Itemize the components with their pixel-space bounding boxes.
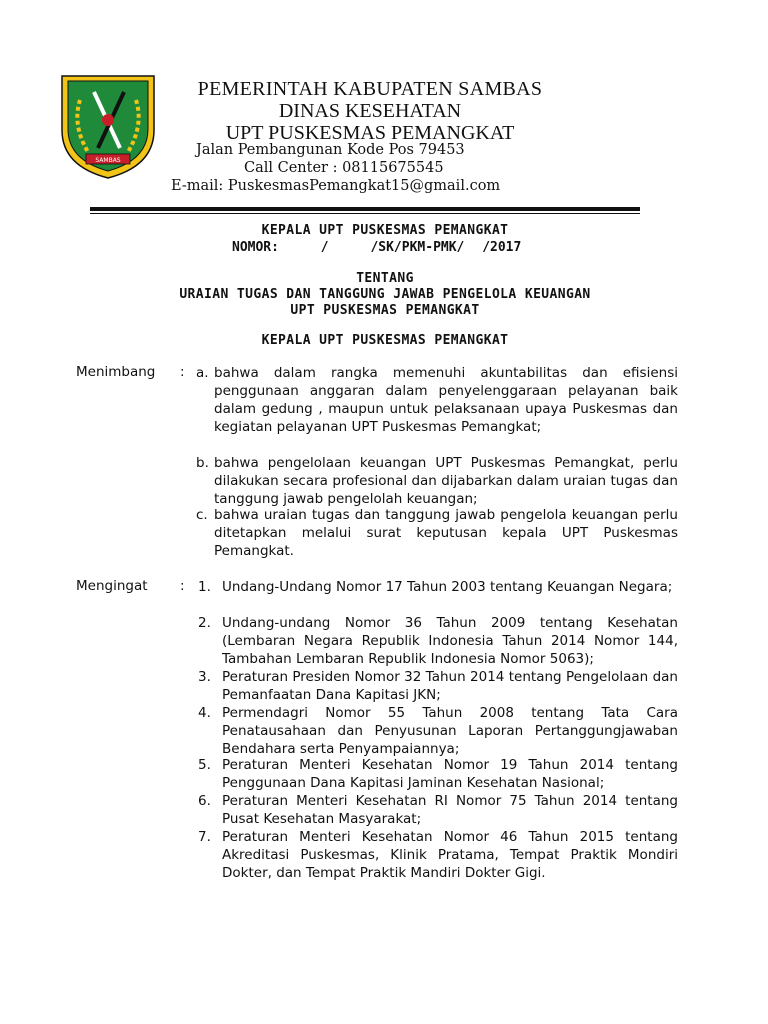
list-item-text: bahwa dalam rangka memenuhi akuntabilitas dan efisiensi penggunaan anggaran dalam penyelenggaraan pelayanan baik dalam gedung , maupun untuk pelaksanaan upaya Puskesmas dan kegiatan pelayanan UPT Puskesmas Pemangkat; [214,365,678,435]
list-item-text: Undang-undang Nomor 36 Tahun 2009 tentang Kesehatan (Lembaran Negara Republik Indonesia Tahun 2014 Nomor 144, Tambahan Lembaran Republik Indonesia Nomor 5063); [222,615,678,667]
decree-tentang: TENTANG [356,271,414,286]
letterhead [160,78,580,144]
list-item-text: Peraturan Menteri Kesehatan Nomor 46 Tahun 2015 tentang Akreditasi Puskesmas, Klinik Pratama, Tempat Praktik Mondiri Dokter, dan Tempat Praktik Mandiri Dokter Gigi. [222,829,678,881]
list-marker: b. [196,455,209,471]
decree-number [232,240,521,255]
agency-title: DINAS KESEHATAN [278,100,462,122]
list-item-text: Undang-Undang Nomor 17 Tahun 2003 tentang Keuangan Negara; [222,579,673,595]
decree-subject-line2: UPT PUSKESMAS PEMANGKAT [290,303,480,318]
decree-issuer: KEPALA UPT PUSKESMAS PEMANGKAT [261,223,509,238]
list-marker: 4. [198,705,211,721]
decree-number-code: /SK/PKM-PMK/ [370,240,465,255]
list-marker: 1. [198,579,211,595]
government-title: PEMERINTAH KABUPATEN SAMBAS [197,78,543,100]
sambas-regency-logo [58,70,158,182]
list-item-text: Peraturan Menteri Kesehatan Nomor 19 Tahun 2014 tentang Penggunaan Dana Kapitasi Jaminan Kesehatan Nasional; [222,757,678,791]
email-line: E-mail: PuskesmasPemangkat15@gmail.com [171,178,501,194]
list-marker: 5. [198,757,211,773]
list-item-text: Peraturan Menteri Kesehatan RI Nomor 75 Tahun 2014 tentang Pusat Kesehatan Masyarakat; [222,793,678,827]
mengingat-label: Mengingat [76,578,148,594]
list-marker: 3. [198,669,211,685]
list-marker: 7. [198,829,211,845]
decree-issuer-repeat: KEPALA UPT PUSKESMAS PEMANGKAT [261,333,509,348]
letterhead-divider-thin [90,213,640,214]
list-marker: c. [196,507,208,523]
list-marker: 6. [198,793,211,809]
menimbang-label: Menimbang [76,364,156,380]
unit-title: UPT PUSKESMAS PEMANGKAT [225,122,515,144]
decree-subject-line1: URAIAN TUGAS DAN TANGGUNG JAWAB PENGELOLA KEUANGAN [179,287,591,302]
list-item-text: bahwa pengelolaan keuangan UPT Puskesmas Pemangkat, perlu dilakukan secara profesional dan dijabarkan dalam uraian tugas dan tanggung jawab pengelolah keuangan; [214,455,678,507]
logo-ribbon-text: SAMBAS [95,157,121,164]
list-item-text: bahwa uraian tugas dan tanggung jawab pengelola keuangan perlu ditetapkan melalui surat keputusan kepala UPT Puskesmas Pemangkat. [214,507,678,559]
letterhead-divider-thick [90,207,640,211]
decree-number-year: /2017 [482,240,522,255]
list-item-text: Permendagri Nomor 55 Tahun 2008 tentang Tata Cara Penatausahaan dan Penyusunan Laporan Pertanggungjawaban Bendahara serta Penyampaiannya; [222,705,678,757]
list-marker: a. [196,365,209,381]
decree-number-sep: / [320,240,329,255]
call-center-line: Call Center : 08115675545 [244,160,444,176]
menimbang-colon: : [180,364,185,380]
list-marker: 2. [198,615,211,631]
list-item-text: Peraturan Presiden Nomor 32 Tahun 2014 tentang Pengelolaan dan Pemanfaatan Dana Kapitasi JKN; [222,669,678,703]
decree-number-label: NOMOR: [232,240,279,255]
mengingat-colon: : [180,578,185,594]
address-line: Jalan Pembangunan Kode Pos 79453 [196,142,465,158]
